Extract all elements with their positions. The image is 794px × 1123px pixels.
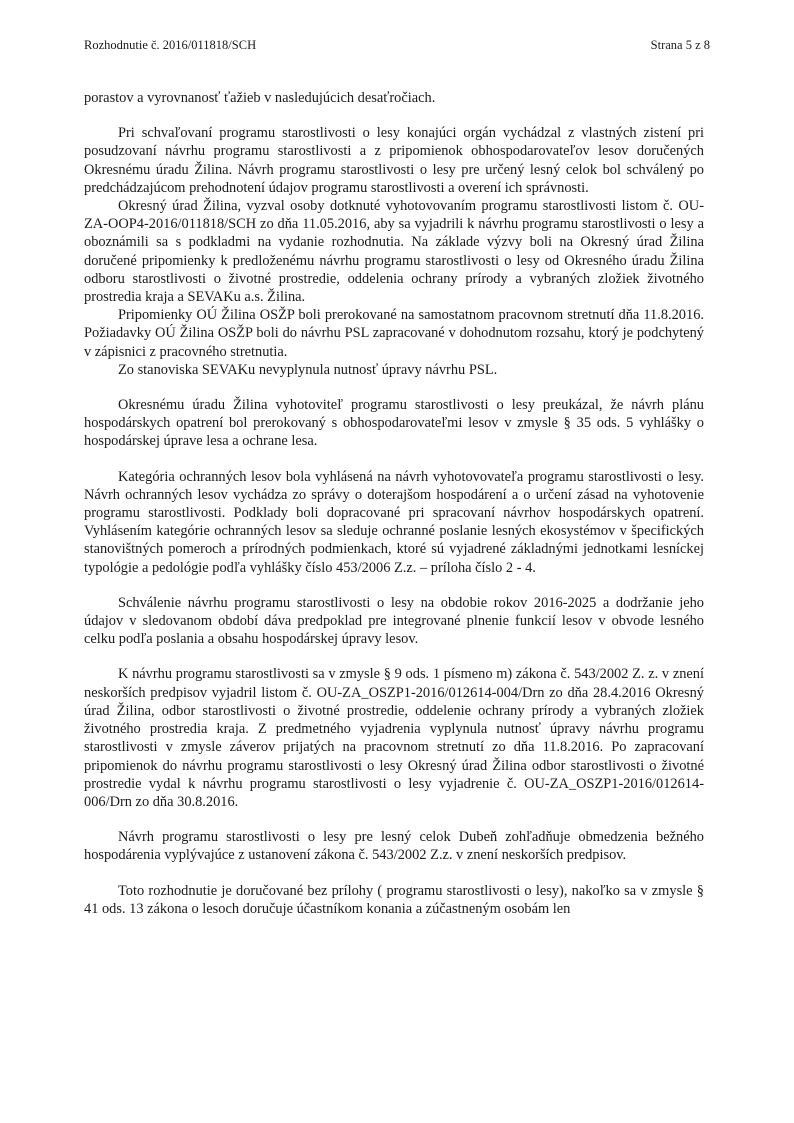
paragraph-10: Návrh programu starostlivosti o lesy pre lesný celok Dubeň zohľadňuje obmedzenia bežného hospodárenia vyplývajúce z ustanovení zákona č. 543/2002 Z.z. v znení neskorších predpisov.: [84, 829, 704, 864]
document-reference: Rozhodnutie č. 2016/011818/SCH: [84, 38, 257, 52]
paragraph-11: Toto rozhodnutie je doručované bez prílohy ( programu starostlivosti o lesy), nakoľko sa v zmysle § 41 ods. 13 zákona o lesoch doručuje účastníkom konania a zúčastneným osobám len: [84, 882, 704, 917]
paragraph-2: Pri schvaľovaní programu starostlivosti o lesy konajúci orgán vychádzal z vlastných zistení pri posudzovaní návrhu programu starostlivosti a z pripomienok obhospodarovateľov lesov doručených Okresnému úradu Žilina. Návrh programu starostlivosti o lesy pre určený lesný celok bol schválený po predchádzajúcom prehodnotení údajov programu starostlivosti a overení ich správnosti.: [84, 125, 704, 196]
paragraph-3: Okresný úrad Žilina, vyzval osoby dotknuté vyhotovovaním programu starostlivosti listom č. OU-ZA-OOP4-2016/011818/SCH zo dňa 11.05.2016, aby sa vyjadrili k návrhu programu starostlivosti o lesy a oboznámili sa s podkladmi na vydanie rozhodnutia. Na základe výzvy boli na Okresný úrad Žilina doručené pripomienky k predloženému návrhu programu starostlivosti o lesy od Okresného úradu Žilina odboru starostlivosti o životné prostredie, oddelenia ochrany prírody a vybraných zložiek životného prostredia kraja a SEVAKu a.s. Žilina.: [84, 198, 704, 306]
page-header: [84, 38, 710, 56]
paragraph-9: K návrhu programu starostlivosti sa v zmysle § 9 ods. 1 písmeno m) zákona č. 543/2002 Z. z. v znení neskorších predpisov vyjadril listom č. OU-ZA_OSZP1-2016/012614-004/Drn zo dňa 28.4.2016 Okresný úrad Žilina, odbor starostlivosti o životné prostredie, oddelenie ochrany prírody a vybraných zložiek životného prostredia kraja. Z predmetného vyjadrenia vyplynula nutnosť úpravy návrhu programu starostlivosti v zmysle záverov prijatých na pracovnom stretnutí zo dňa 11.8.2016. Po zapracovaní pripomienok do návrhu programu starostlivosti o lesy Okresný úrad Žilina odbor starostlivosti o životné prostredie vydal k návrhu programu starostlivosti o lesy vyjadrenie č. OU-ZA_OSZP1-2016/012614-006/Drn zo dňa 30.8.2016.: [84, 666, 704, 810]
paragraph-5: Zo stanoviska SEVAKu nevyplynula nutnosť úpravy návrhu PSL.: [118, 361, 498, 378]
paragraph-8: Schválenie návrhu programu starostlivosti o lesy na obdobie rokov 2016-2025 a dodržanie jeho údajov v sledovanom období dáva predpoklad pre integrované plnenie funkcií lesov v obvode lesného celku podľa poslania a obsahu hospodárskej úpravy lesov.: [84, 594, 704, 648]
paragraph-4: Pripomienky OÚ Žilina OSŽP boli prerokované na samostatnom pracovnom stretnutí dňa 11.8.2016. Požiadavky OÚ Žilina OSŽP boli do návrhu PSL zapracované v dohodnutom rozsahu, ktorý je podchytený v zápisnici z pracovného stretnutia.: [84, 307, 704, 360]
document-body: [84, 89, 704, 918]
page-number: Strana 5 z 8: [650, 38, 710, 52]
paragraph-6: Okresnému úradu Žilina vyhotoviteľ programu starostlivosti o lesy preukázal, že návrh plánu hospodárskych opatrení bol prerokovaný s obhospodarovateľmi lesov v zmysle § 35 ods. 5 vyhlášky o hospodárskej úprave lesa a ochrane lesa.: [84, 397, 704, 450]
paragraph-1: porastov a vyrovnanosť ťažieb v nasledujúcich desaťročiach.: [84, 90, 436, 106]
paragraph-7: Kategória ochranných lesov bola vyhlásená na návrh vyhotovovateľa programu starostlivosti o lesy. Návrh ochranných lesov vychádza zo správy o doterajšom hospodárení a o určení zásad na vyhotovenie programu starostlivosti. Podklady boli dopracované pri spracovaní návrhov hospodárskych opatrení. Vyhlásením kategórie ochranných lesov sa sleduje ochranné poslanie lesných ekosystémov v špecifických stanovištných pomeroch a prírodných podmienkach, ktoré sú vyjadrené základnými jednotkami lesníckej typológie a pedológie podľa vyhlášky číslo 453/2006 Z.z. – príloha číslo 2 - 4.: [84, 468, 704, 576]
